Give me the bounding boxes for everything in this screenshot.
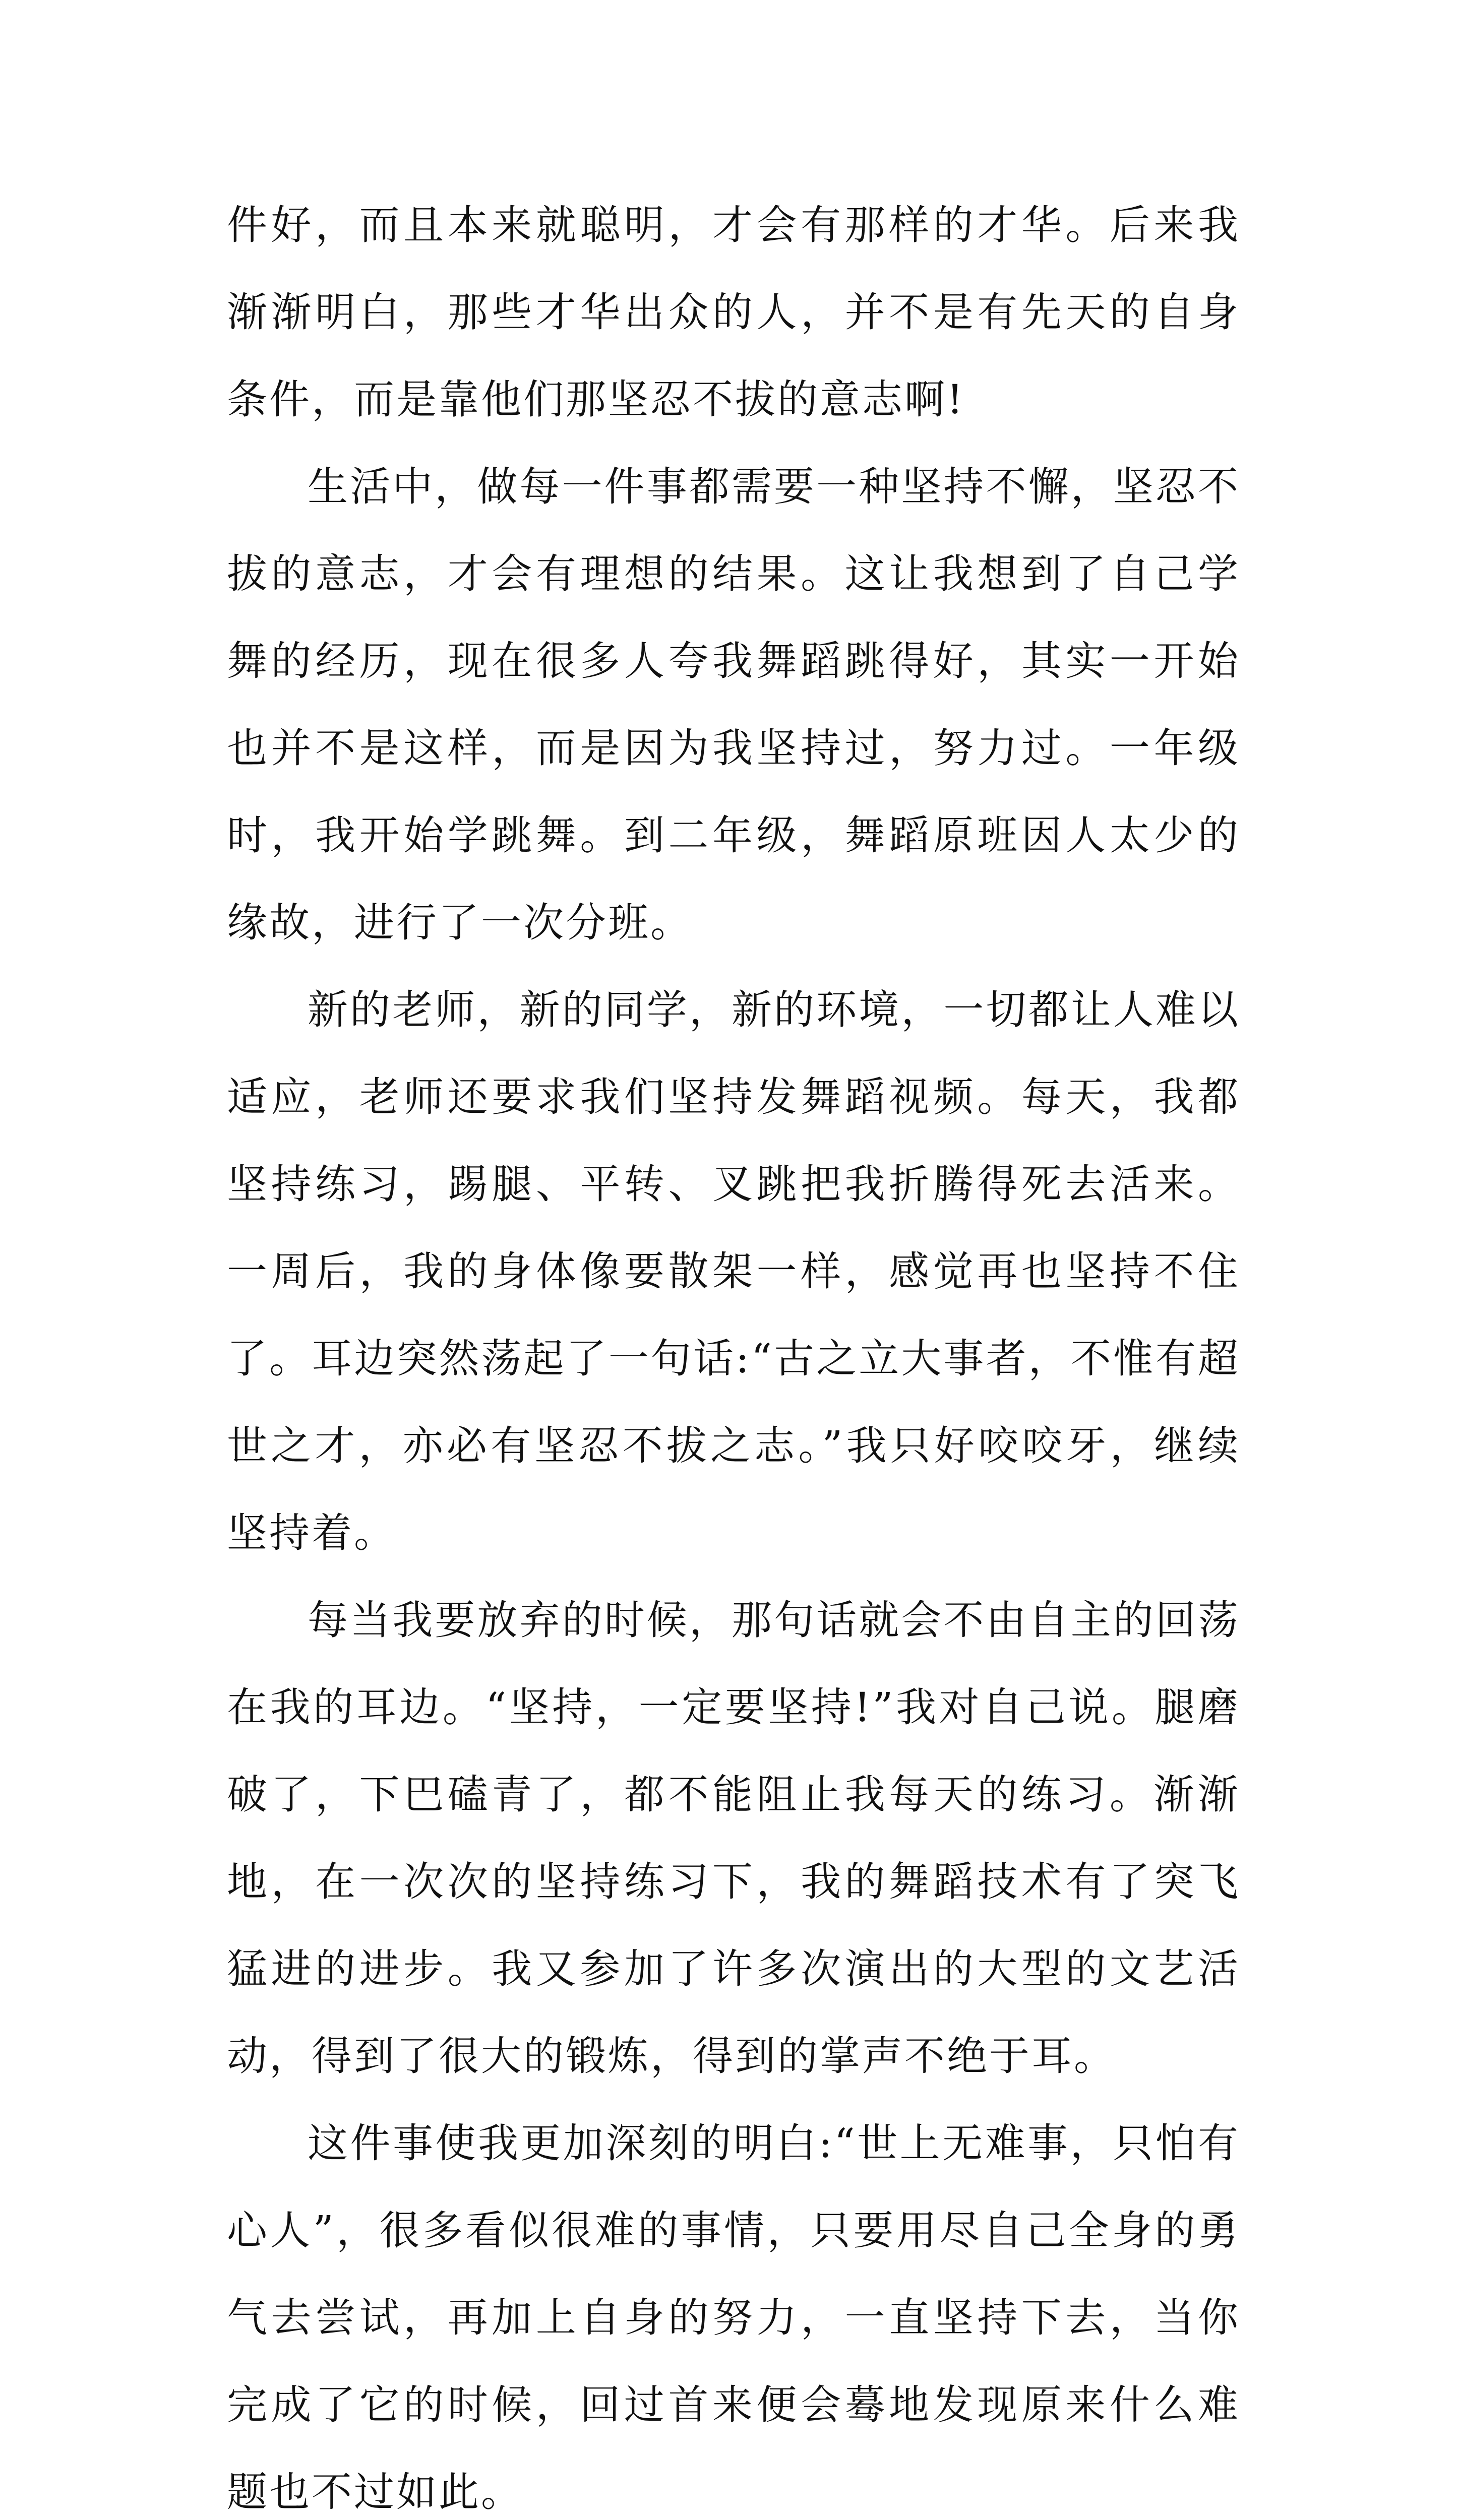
paragraph-life-perseverance: 生活中，做每一件事都需要一种坚持不懈，坚忍不拔的意志，才会有理想的结果。这让我想到了自己学舞的经历，现在很多人夸我舞蹈跳得好，其实一开始也并不是这样，而是因为我坚持过，努力过。一年级时，我开始学跳舞。到二年级，舞蹈原班因人太少的缘故，进行了一次分班。 xyxy=(227,463,1240,946)
paragraph-conclusion: 这件事使我更加深刻的明白:“世上无难事，只怕有心人”，很多看似很难的事情，只要用尽自己全身的勇气去尝试，再加上自身的努力，一直坚持下去，当你完成了它的时候，回过首来便会蓦地发现原来什么难题也不过如此。 xyxy=(227,2120,1240,2515)
paragraph-keep-going: 每当我要放弃的时候，那句话就会不由自主的回荡在我的耳边。“坚持，一定要坚持!”我对自己说。腿磨破了，下巴磕青了，都不能阻止我每天的练习。渐渐地，在一次次的坚持练习下，我的舞蹈技术有了突飞猛进的进步。我又参加了许多次演出的大型的文艺活动，得到了很大的锻炼，得到的掌声不绝于耳。 xyxy=(227,1597,1240,2080)
essay-body xyxy=(227,181,1240,2520)
paragraph-continuation: 件好，而且本来就聪明，才会有那样的才华。后来我渐渐明白，那些才华出众的人，并不是有先天的自身条件，而是靠他们那坚忍不拔的意志啊! xyxy=(227,202,1240,423)
paragraph-new-class: 新的老师，新的同学，新的环境，一切都让人难以适应，老师还要求我们坚持发舞蹈视频。每天，我都坚持练习，踢腿、平转、叉跳把我折腾得死去活来。一周后，我的身体像要散架一样，感觉再也坚持不住了。耳边突然荡起了一句话:“古之立大事者，不惟有超世之才，亦必有坚忍不拔之志。”我只好咬咬牙，继续坚持着。 xyxy=(227,986,1240,1556)
